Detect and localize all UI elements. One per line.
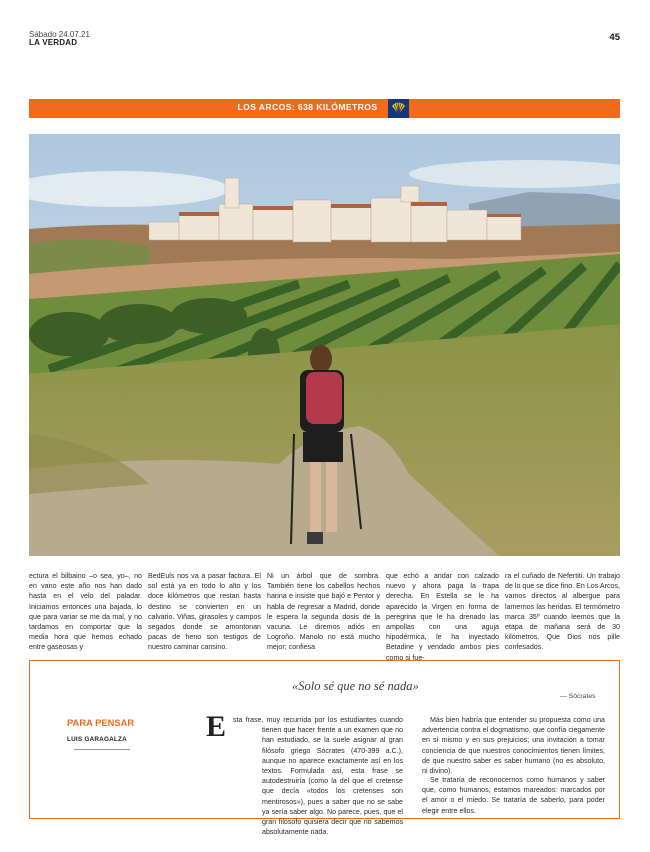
opinion-author: LUIS GARAGALZA xyxy=(67,736,127,743)
opinion-paragraph-1: sta frase, muy recurrida por los estudiantes cuando tienen que hacer frente a un examen que no han estudiado, se la suele asignar al gran filósofo griego Sócrates (470-399 a.C.), aunque no aparece exactamente así en los textos. Formulada así, esta frase se autodestruiría (como la del que el cretense que decía «todos los cretenses son mentirosos»), pues a saber que no se sabe ya sería saber algo. No parece, pues, que el gran filósofo quisiera decir que no sabemos absolutamente nada. xyxy=(233,716,403,837)
scallop-shell-icon xyxy=(388,99,409,118)
page-date: Sábado 24.07.21 xyxy=(29,30,90,39)
pilgrim-vineyard-photo xyxy=(29,134,620,556)
opinion-paragraph-3: Se trataría de reconocernos como humanos y saber que, como humanos, estamos mareados: marcados por el amor o el miedo. Se trataría de saberlo, para poder elegir entre ellos. xyxy=(422,776,605,815)
quote-author: — Sócrates xyxy=(560,693,596,700)
section-band-title: LOS ARCOS: 638 KILÓMETROS xyxy=(237,102,378,112)
article-column-3: Ni un árbol que de sombra. También tiene los cabellos hechos harina e insiste que bajó e Pentor y habla de regresar a Madrid, donde le espera la segunda dosis de la vacuna. Le diremos adiós en Logroño. Manolo no está mucho mejor; confiesa xyxy=(267,572,380,652)
opinion-section-title: PARA PENSAR xyxy=(67,717,135,728)
opinion-quote: «Solo sé que no sé nada» xyxy=(292,679,419,693)
article-column-5: ra el cuñado de Nefertiti. Un trabajo de lo que se dice fino. En Los Arcos, vamos directos al albergue para lamernos las heridas. El termómetro marca 35º cuando leemos que la etapa de mañana será de 30 kilómetros. Que Dios nos pille confesados. xyxy=(505,572,620,652)
article-column-1: ectura el bilbaino –o sea, yo–, no en vano este año nos han dado hasta en el velo del paladar. Iniciamos entonces una bajada, lo que para variar se me da mal, y no tardamos en comportar que la media hora que hemos echado entre gaseosas y xyxy=(29,572,142,652)
section-band xyxy=(29,99,620,118)
opinion-paragraph-2: Más bien habría que entender su propuesta como una advertencia contra el dogmatismo, que confía ciegamente en sí mismo y en sus prejuicios; una invitación a tomar conciencia de que nuestros conocimientos tienen límites, de que nuestro saber es saber humano (no es absoluto, ni divino). xyxy=(422,716,605,776)
drop-cap: E xyxy=(206,710,227,743)
article-column-4: que echó a andar con calzado nuevo y ahora paga la trapa derecha. En Estella se le ha aparecido la Virgen en forma de peregrina que le ha drenado las ampollas con una aguja hipodérmica, le ha inyectado Betadine y vendado ambos pies como si fue- xyxy=(386,572,499,662)
author-divider xyxy=(74,749,130,750)
page-number: 45 xyxy=(609,32,620,43)
newspaper-name: LA VERDAD xyxy=(29,38,78,47)
article-column-2: BedEuls nos va a pasar factura. El sol está ya en todo lo alto y los doce kilómetros que restan hasta destino se convierten en un calvario. Viñas, girasoles y campos segados donde se amontonan pacas de heno son testigos de nuestro caminar cansino. xyxy=(148,572,261,652)
